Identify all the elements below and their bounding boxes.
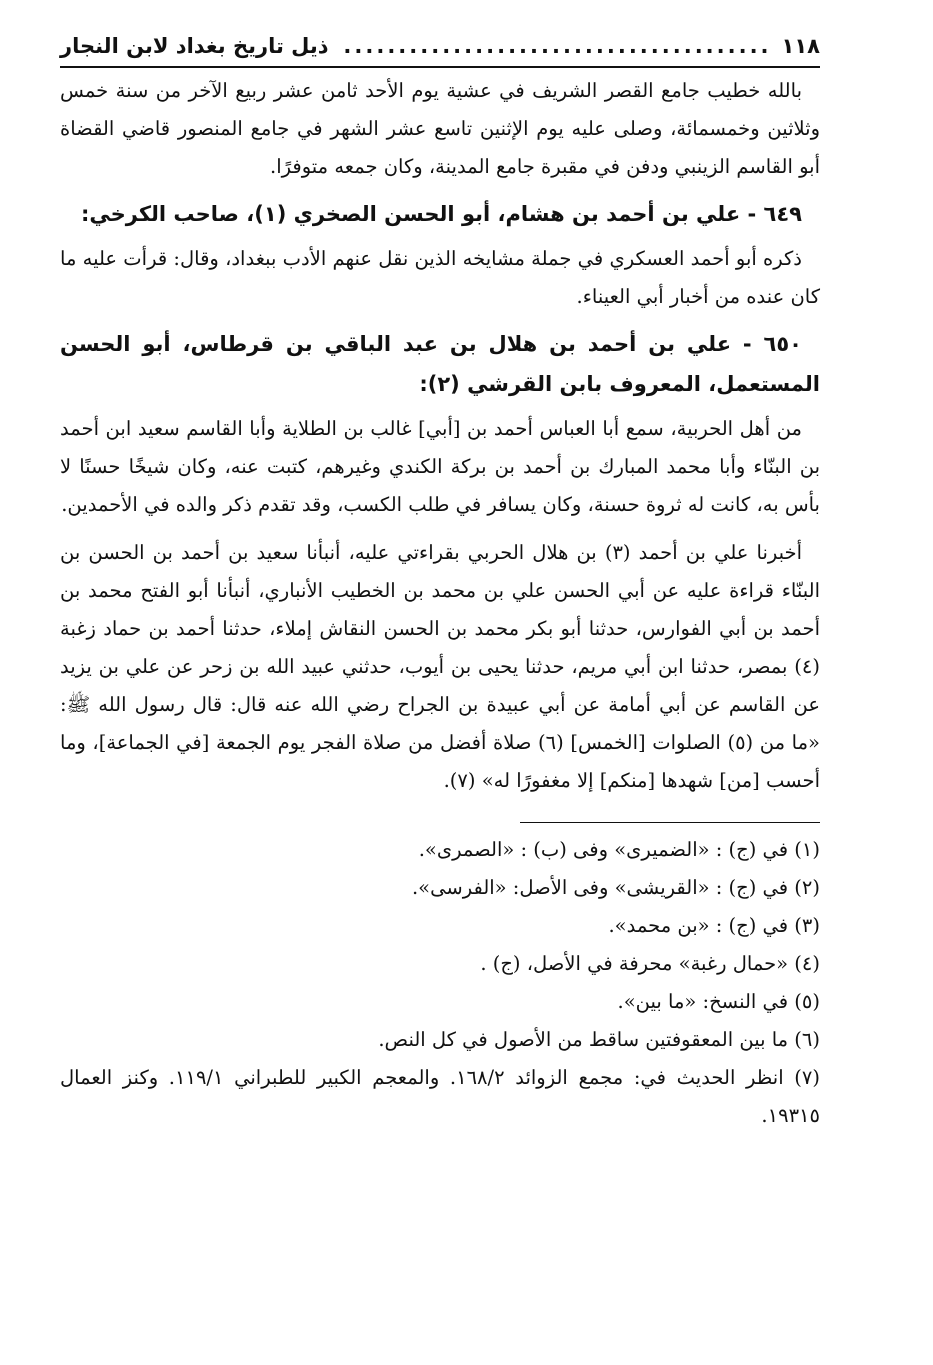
book-page <box>60 28 820 1135</box>
entry-650-paragraph-2: أخبرنا علي بن أحمد (٣) بن هلال الحربي بقراءتي عليه، أنبأنا سعيد بن أحمد بن الحسن بن البنّاء قراءة عليه عن أبي الحسن علي بن محمد بن الخطيب الأنباري، أنبأنا أبو الفتح محمد بن أحمد بن أبي الفوارس، حدثنا أبو بكر محمد بن الحسن النقاش إملاء، حدثنا أحمد بن حماد زغبة (٤) بمصر، حدثنا ابن أبي مريم، حدثنا يحيى بن أيوب، حدثني عبيد الله بن زحر عن علي بن يزيد عن القاسم عن أبي أمامة عن أبي عبيدة بن الجراح رضي الله عنه قال: قال رسول الله ﷺ: «ما من (٥) الصلوات [الخمس] (٦) صلاة أفضل من صلاة الفجر يوم الجمعة [في الجماعة]، وما أحسب [من] شهدها [منكم] إلا مغفورًا له» (٧). <box>60 541 820 792</box>
entry-heading-650: ٦٥٠ - علي بن أحمد بن هلال بن عبد الباقي بن قرطاس، أبو الحسن المستعمل، المعروف بابن القرشي (٢): <box>60 332 820 396</box>
footnote: (٥) في النسخ: «ما بين». <box>617 990 820 1013</box>
running-header <box>60 28 820 68</box>
entry-649-paragraph: ذكره أبو أحمد العسكري في جملة مشايخه الذين نقل عنهم الأدب ببغداد، وقال: قرأت عليه ما كان عنده من أخبار أبي العيناء. <box>60 247 820 308</box>
footnote: (١) في (ج) : «الضميرى» وفى (ب) : «الصمرى». <box>418 838 820 861</box>
entry-650-paragraph-1: من أهل الحربية، سمع أبا العباس أحمد بن [أبي] غالب بن الطلاية وأبا القاسم سعيد ابن أحمد بن البنّاء وأبا محمد المبارك بن أحمد بن بركة الكندي وغيرهم، كتبت عنه، وكان شيخًا حسنًا لا بأس به، كانت له ثروة حسنة، وكان يسافر في طلب الكسب، وقد تقدم ذكر والده في الأحمدين. <box>60 417 820 516</box>
footnote-divider <box>520 822 820 823</box>
book-title: ذيل تاريخ بغداد لابن النجار <box>60 34 329 58</box>
footnote: (٤) «حمال رغبة» محرفة في الأصل، (ج) . <box>480 952 820 975</box>
page-number: ١١٨ <box>781 34 820 58</box>
footnote: (٣) في (ج) : «بن محمد». <box>608 914 820 937</box>
footnote: (٦) ما بين المعقوفتين ساقط من الأصول في كل النص. <box>378 1028 820 1051</box>
entry-heading-649: ٦٤٩ - علي بن أحمد بن هشام، أبو الحسن الصخري (١)، صاحب الكرخي: <box>80 202 802 226</box>
footnotes <box>60 831 820 1135</box>
leader-dots <box>339 28 772 64</box>
footnote: (٢) في (ج) : «القريشى» وفى الأصل: «الفرسى». <box>411 876 820 899</box>
continuation-paragraph: بالله خطيب جامع القصر الشريف في عشية يوم الأحد ثامن عشر ربيع الآخر من سنة خمس وثلاثين وخمسمائة، وصلى عليه يوم الإثنين تاسع عشر الشهر في جامع المنصور قاضي القضاة أبو القاسم الزينبي ودفن في مقبرة جامع المدينة، وكان جمعه متوفرًا. <box>60 79 820 178</box>
footnote: (٧) انظر الحديث في: مجمع الزوائد ١٦٨/٢. والمعجم الكبير للطبراني ١١٩/١. وكنز العمال ١٩٣١٥. <box>60 1066 820 1127</box>
